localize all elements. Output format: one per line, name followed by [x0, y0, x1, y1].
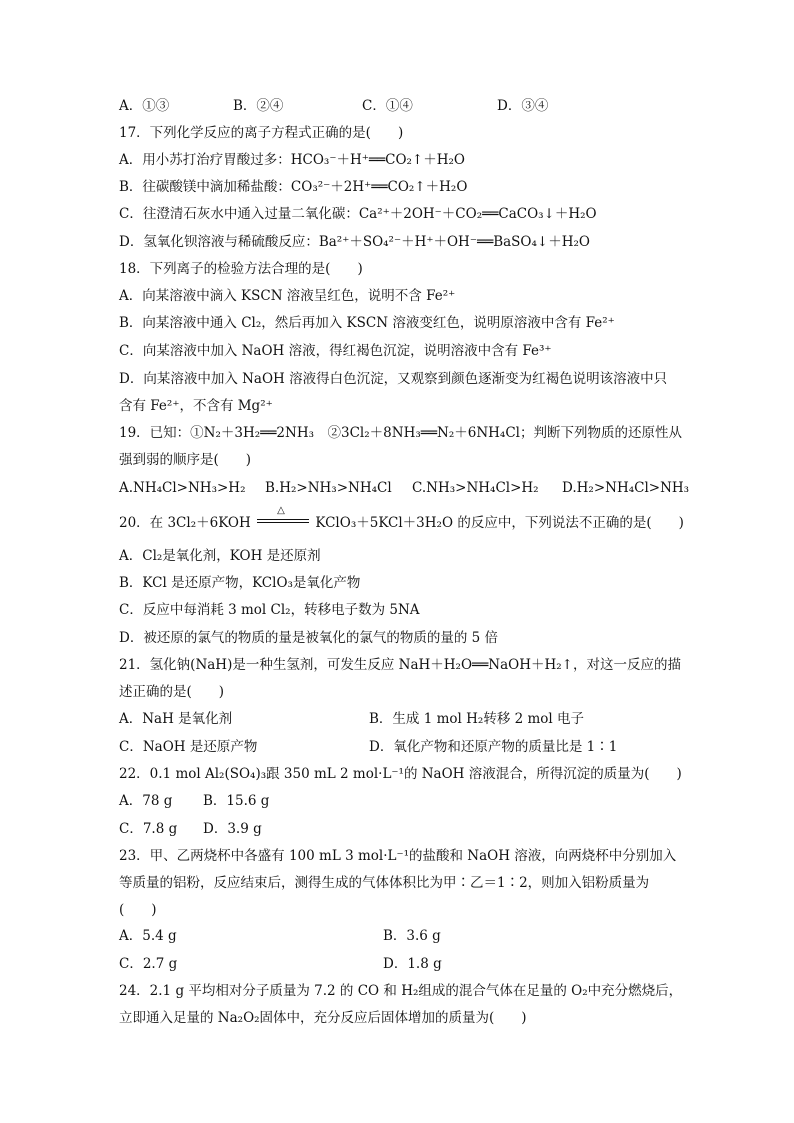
- q22-option-b: B．15.6 g: [203, 793, 270, 809]
- q20-stem-pre: 20．在 3Cl₂＋6KOH: [119, 515, 251, 531]
- q16-option-c: C．①④: [362, 98, 413, 114]
- q19-option-d: D.H₂>NH₄Cl>NH₃: [562, 480, 690, 496]
- q16-option-d: D．③④: [497, 98, 549, 114]
- q22-stem: 22．0.1 mol Al₂(SO₄)₃跟 350 mL 2 mol·L⁻¹的 NaOH 溶液混合，所得沉淀的质量为( ): [119, 766, 682, 782]
- q23-stem-line1: 23．甲、乙两烧杯中各盛有 100 mL 3 mol·L⁻¹的盐酸和 NaOH 溶液，向两烧杯中分别加入: [119, 848, 677, 864]
- q18-option-d-line1: D．向某溶液中加入 NaOH 溶液得白色沉淀，又观察到颜色逐渐变为红褐色说明该溶液中只: [119, 371, 668, 387]
- equal-line-top: [257, 519, 309, 520]
- q23-option-d: D．1.8 g: [383, 956, 442, 972]
- q19-option-c: C.NH₃>NH₄Cl>H₂: [412, 480, 539, 496]
- q17-option-d: D．氢氧化钡溶液与稀硫酸反应：Ba²⁺＋SO₄²⁻＋H⁺＋OH⁻══BaSO₄↓＋H₂O: [119, 234, 590, 250]
- q24-stem-line2: 立即通入足量的 Na₂O₂固体中，充分反应后固体增加的质量为( ): [119, 1010, 527, 1026]
- q23-option-b: B．3.6 g: [383, 928, 441, 944]
- q16-option-b: B．②④: [233, 98, 284, 114]
- q17-option-c: C．往澄清石灰水中通入过量二氧化碳：Ca²⁺＋2OH⁻＋CO₂══CaCO₃↓＋H₂O: [119, 206, 597, 222]
- q20-option-d: D．被还原的氯气的物质的量是被氧化的氯气的物质的量的 5 倍: [119, 630, 498, 646]
- q21-option-c: C．NaOH 是还原产物: [119, 739, 258, 755]
- q20-option-a: A．Cl₂是氧化剂，KOH 是还原剂: [119, 548, 321, 564]
- q21-stem-line1: 21．氢化钠(NaH)是一种生氢剂，可发生反应 NaH＋H₂O══NaOH＋H₂↑，对这一反应的描: [119, 657, 681, 673]
- q23-option-a: A．5.4 g: [119, 928, 177, 944]
- q22-option-d: D．3.9 g: [203, 821, 262, 837]
- q19-option-b: B.H₂>NH₃>NH₄Cl: [265, 480, 392, 496]
- q20-stem-post: KClO₃＋5KCl＋3H₂O 的反应中，下列说法不正确的是( ): [315, 515, 684, 531]
- heat-condition-symbol: [255, 505, 311, 532]
- q18-stem: 18．下列离子的检验方法合理的是( ): [119, 261, 363, 277]
- q22-option-c: C．7.8 g: [119, 821, 178, 837]
- q17-option-b: B．往碳酸镁中滴加稀盐酸：CO₃²⁻＋2H⁺══CO₂↑＋H₂O: [119, 179, 468, 195]
- q18-option-c: C．向某溶液中加入 NaOH 溶液，得红褐色沉淀，说明溶液中含有 Fe³⁺: [119, 343, 552, 359]
- q23-stem-line2: 等质量的铝粉，反应结束后，测得生成的气体体积比为甲∶乙＝1∶2，则加入铝粉质量为: [119, 875, 650, 891]
- q17-stem: 17．下列化学反应的离子方程式正确的是( ): [119, 125, 404, 141]
- q21-option-d: D．氧化产物和还原产物的质量比是 1∶1: [369, 739, 618, 755]
- equal-line-bottom: [257, 522, 309, 523]
- q22-option-a: A．78 g: [119, 793, 173, 809]
- heat-triangle-icon: △: [277, 505, 285, 516]
- q20-option-b: B．KCl 是还原产物，KClO₃是氧化产物: [119, 575, 361, 591]
- q23-option-c: C．2.7 g: [119, 956, 178, 972]
- q19-stem-line1: 19．已知：①N₂＋3H₂══2NH₃ ②3Cl₂＋8NH₃══N₂＋6NH₄Cl；判断下列物质的还原性从: [119, 425, 682, 441]
- q17-option-a: A．用小苏打治疗胃酸过多：HCO₃⁻＋H⁺══CO₂↑＋H₂O: [119, 152, 465, 168]
- q24-stem-line1: 24．2.1 g 平均相对分子质量为 7.2 的 CO 和 H₂组成的混合气体在足量的 O₂中充分燃烧后，: [119, 983, 683, 999]
- q21-option-a: A．NaH 是氧化剂: [119, 711, 233, 727]
- q18-option-b: B．向某溶液中通入 Cl₂，然后再加入 KSCN 溶液变红色，说明原溶液中含有 Fe²⁺: [119, 315, 615, 331]
- q18-option-a: A．向某溶液中滴入 KSCN 溶液呈红色，说明不含 Fe²⁺: [119, 288, 456, 304]
- q20-stem: [119, 505, 684, 532]
- q20-option-c: C．反应中每消耗 3 mol Cl₂，转移电子数为 5NA: [119, 602, 420, 618]
- q21-option-b: B．生成 1 mol H₂转移 2 mol 电子: [369, 711, 585, 727]
- q19-option-a: A.NH₄Cl>NH₃>H₂: [119, 480, 246, 496]
- q19-stem-line2: 强到弱的顺序是( ): [119, 452, 252, 468]
- q18-option-d-line2: 含有 Fe²⁺，不含有 Mg²⁺: [119, 398, 273, 414]
- q21-stem-line2: 述正确的是( ): [119, 684, 225, 700]
- q16-option-a: A．①③: [119, 98, 170, 114]
- q23-stem-line3: ( ): [119, 902, 157, 918]
